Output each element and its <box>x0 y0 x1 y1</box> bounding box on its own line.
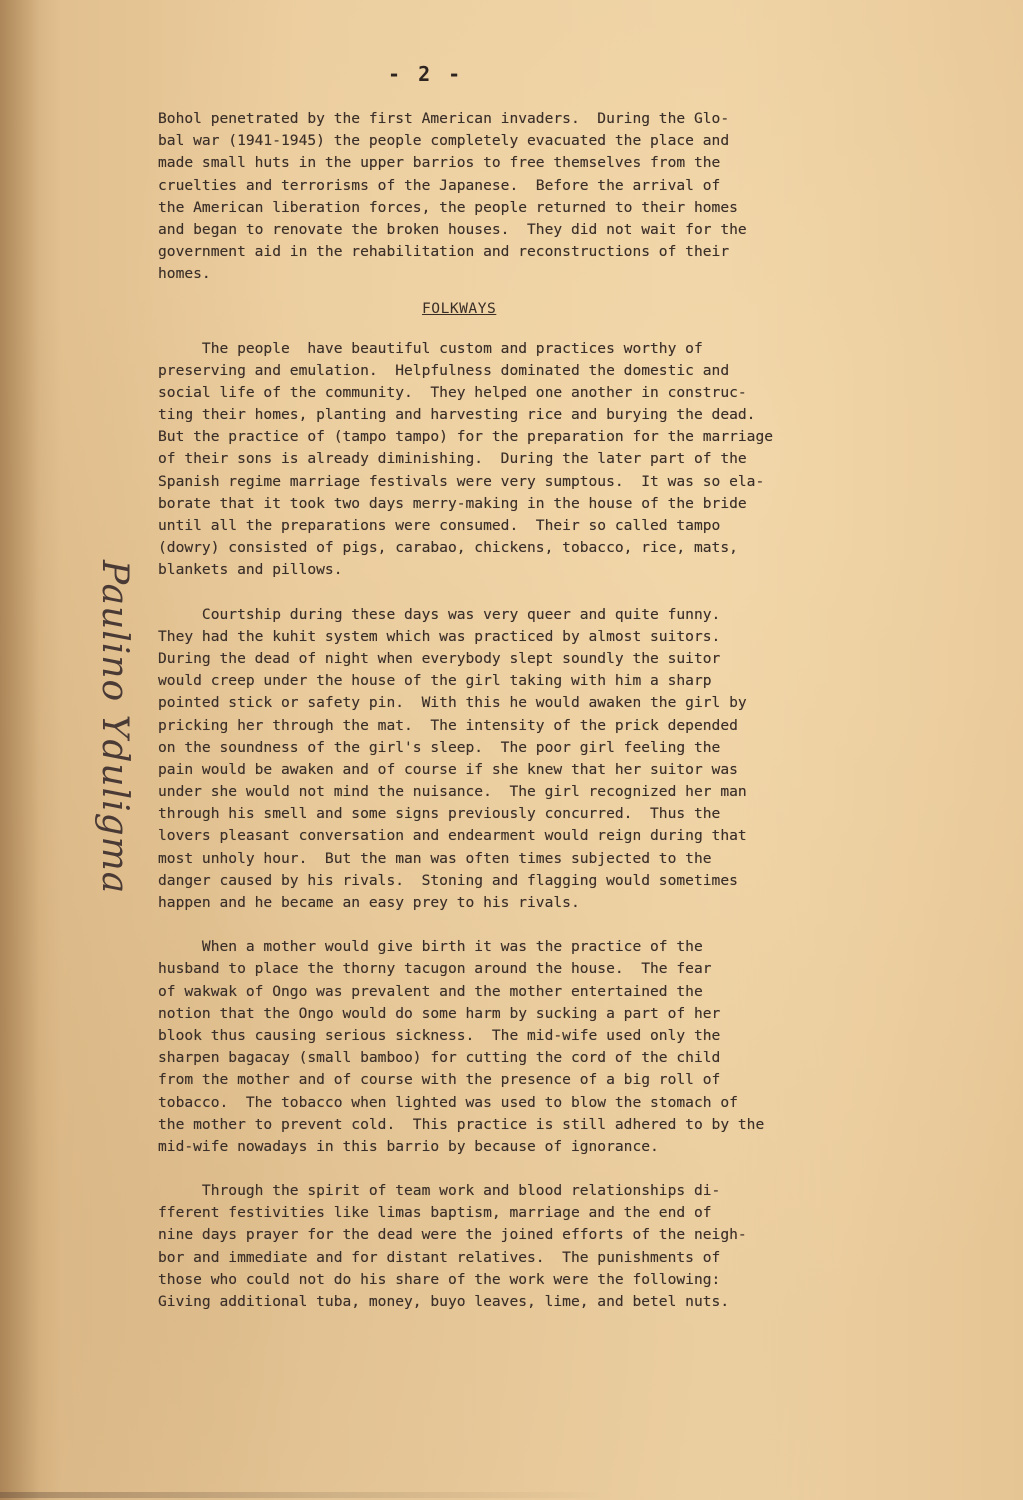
text-line: notion that the Ongo would do some harm by sucking a part of her <box>158 1004 721 1022</box>
text-line: on the soundness of the girl's sleep. The poor girl feeling the <box>158 738 721 756</box>
text-line: mid-wife nowadays in this barrio by because of ignorance. <box>158 1137 659 1155</box>
section-heading: FOLKWAYS <box>422 299 497 317</box>
text-line: husband to place the thorny tacugon around the house. The fear <box>158 960 712 978</box>
text-line: tobacco. The tobacco when lighted was used to blow the stomach of <box>158 1093 738 1111</box>
handwritten-signature: Paulino Yduligma <box>94 560 135 895</box>
page-edge-shadow <box>0 0 40 1500</box>
text-line: ting their homes, planting and harvesting rice and burying the dead. <box>158 406 756 424</box>
heading-block <box>158 286 988 338</box>
text-line: fferent festivities like limas baptism, marriage and the end of <box>158 1204 712 1222</box>
text-line: through his smell and some signs previously concurred. Thus the <box>158 805 721 823</box>
scan-footer-strip <box>0 1492 1023 1498</box>
text-line: When a mother would give birth it was the practice of the <box>158 938 703 956</box>
text-line: pricking her through the mat. The intensity of the prick depended <box>158 716 738 734</box>
text-line: of their sons is already diminishing. During the later part of the <box>158 450 747 468</box>
text-line: the mother to prevent cold. This practice is still adhered to by the <box>158 1115 765 1133</box>
text-line: bal war (1941-1945) the people completely evacuated the place and <box>158 132 730 150</box>
text-line: Through the spirit of team work and blood relationships di- <box>158 1182 721 1200</box>
text-line: But the practice of (tampo tampo) for the preparation for the marriage <box>158 428 774 446</box>
text-line: sharpen bagacay (small bamboo) for cutting the cord of the child <box>158 1049 721 1067</box>
text-line: borate that it took two days merry-making in the house of the bride <box>158 494 747 512</box>
paragraph-gap <box>158 582 988 604</box>
paragraph-childbirth <box>158 936 988 1158</box>
paragraph-festivities <box>158 1180 988 1313</box>
text-line: bor and immediate and for distant relatives. The punishments of <box>158 1248 721 1266</box>
text-line: and began to renovate the broken houses. They did not wait for the <box>158 220 747 238</box>
text-line: from the mother and of course with the presence of a big roll of <box>158 1071 721 1089</box>
text-line: happen and he became an easy prey to his rivals. <box>158 894 580 911</box>
text-line: the American liberation forces, the people returned to their homes <box>158 198 738 216</box>
document-body <box>158 108 988 1313</box>
text-line: social life of the community. They helped one another in construc- <box>158 383 747 401</box>
text-line: of wakwak of Ongo was prevalent and the mother entertained the <box>158 982 703 1000</box>
paragraph-gap <box>158 1158 988 1180</box>
paragraph-history <box>158 108 988 286</box>
text-line: danger caused by his rivals. Stoning and flagging would sometimes <box>158 871 738 889</box>
text-line: Courtship during these days was very queer and quite funny. <box>158 605 721 623</box>
text-line: blook thus causing serious sickness. The mid-wife used only the <box>158 1026 721 1044</box>
text-line: homes. <box>158 265 211 283</box>
text-line: cruelties and terrorisms of the Japanese. Before the arrival of <box>158 176 721 194</box>
text-line: (dowry) consisted of pigs, carabao, chickens, tobacco, rice, mats, <box>158 539 738 557</box>
text-line: pointed stick or safety pin. With this he would awaken the girl by <box>158 694 747 712</box>
text-line: would creep under the house of the girl taking with him a sharp <box>158 672 712 690</box>
text-line: Spanish regime marriage festivals were very sumptous. It was so ela- <box>158 472 765 490</box>
text-line: those who could not do his share of the work were the following: <box>158 1270 721 1288</box>
page-number: - 2 - <box>388 62 464 86</box>
text-line: government aid in the rehabilitation and reconstructions of their <box>158 243 730 261</box>
text-line: During the dead of night when everybody slept soundly the suitor <box>158 649 721 667</box>
text-line: Giving additional tuba, money, buyo leaves, lime, and betel nuts. <box>158 1293 730 1310</box>
text-line: under she would not mind the nuisance. The girl recognized her man <box>158 783 747 801</box>
text-line: The people have beautiful custom and practices worthy of <box>158 339 703 357</box>
text-line: made small huts in the upper barrios to free themselves from the <box>158 154 721 172</box>
text-line: nine days prayer for the dead were the joined efforts of the neigh- <box>158 1226 747 1244</box>
paragraph-customs <box>158 338 988 582</box>
text-line: blankets and pillows. <box>158 561 343 579</box>
text-line: lovers pleasant conversation and endearment would reign during that <box>158 827 747 845</box>
text-line: preserving and emulation. Helpfulness dominated the domestic and <box>158 361 730 379</box>
paragraph-courtship <box>158 604 988 915</box>
text-line: They had the kuhit system which was practiced by almost suitors. <box>158 627 721 645</box>
text-line: until all the preparations were consumed. Their so called tampo <box>158 517 721 534</box>
text-line: pain would be awaken and of course if she knew that her suitor was <box>158 760 738 778</box>
text-line: Bohol penetrated by the first American invaders. During the Glo- <box>158 110 730 127</box>
text-line: most unholy hour. But the man was often times subjected to the <box>158 849 712 867</box>
paragraph-gap <box>158 914 988 936</box>
